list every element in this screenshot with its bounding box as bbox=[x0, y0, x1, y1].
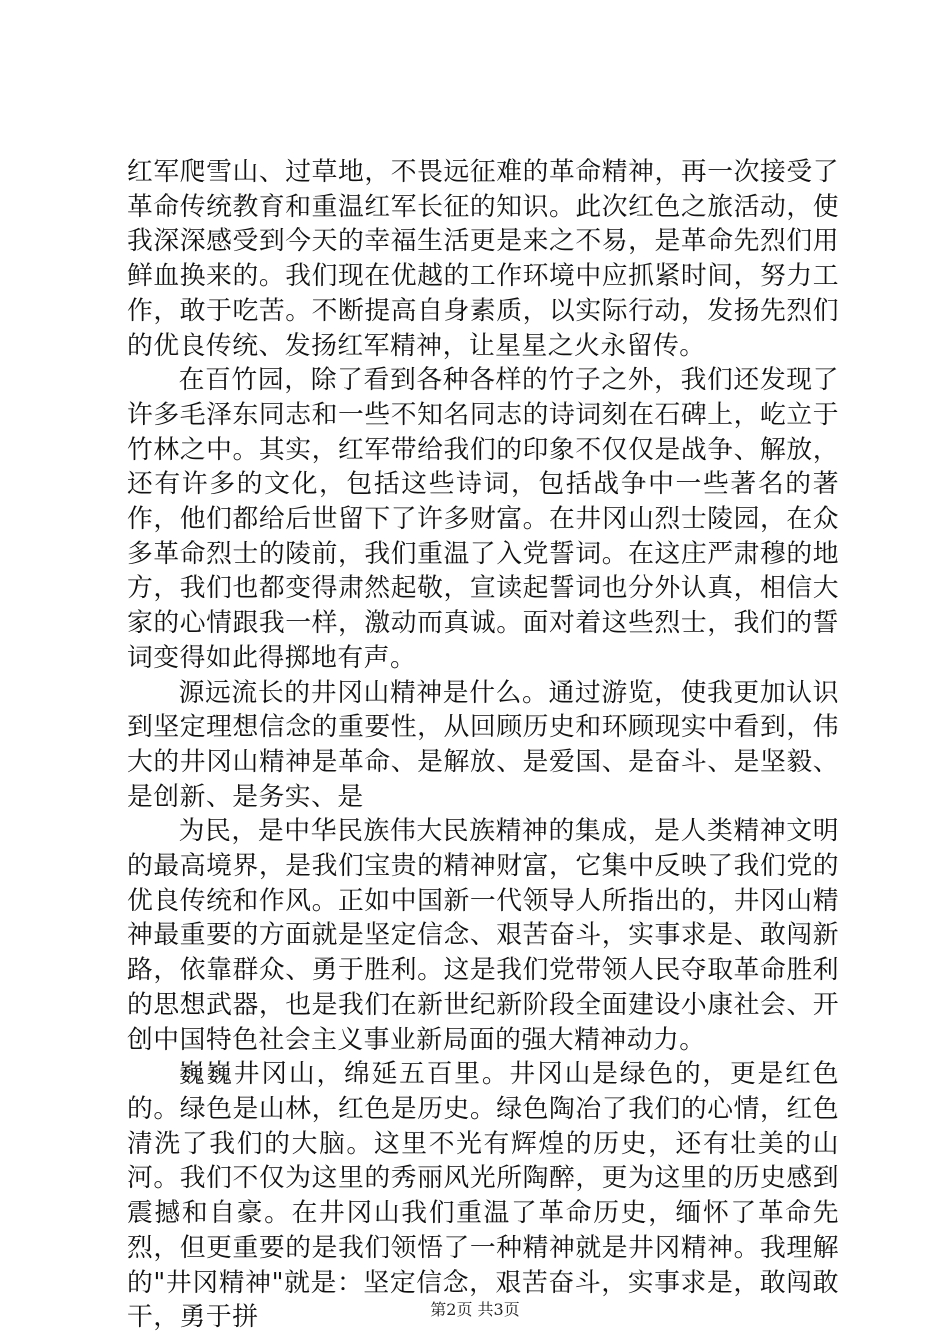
paragraph-2: 在百竹园，除了看到各种各样的竹子之外，我们还发现了许多毛泽东同志和一些不知名同志的诗词刻在石碑上，屹立于竹林之中。其实，红军带给我们的印象不仅仅是战争、解放，还有许多的文化，包括这些诗词，包括战争中一些著名的著作，他们都给后世留下了许多财富。在井冈山烈士陵园，在众多革命烈士的陵前，我们重温了入党誓词。在这庄严肃穆的地方，我们也都变得肃然起敬，宣读起誓词也分外认真，相信大家的心情跟我一样，激动而真诚。面对着这些烈士，我们的誓词变得如此得掷地有声。 bbox=[127, 365, 839, 673]
paragraph-4: 为民，是中华民族伟大民族精神的集成，是人类精神文明的最高境界，是我们宝贵的精神财富，它集中反映了我们党的优良传统和作风。正如中国新一代领导人所指出的，井冈山精神最重要的方面就是坚定信念、艰苦奋斗，实事求是、敢闯新路，依靠群众、勇于胜利。这是我们党带领人民夺取革命胜利的思想武器，也是我们在新世纪新阶段全面建设小康社会、开创中国特色社会主义事业新局面的强大精神动力。 bbox=[127, 816, 839, 1055]
paragraph-5: 巍巍井冈山，绵延五百里。井冈山是绿色的，更是红色的。绿色是山林，红色是历史。绿色陶冶了我们的心情，红色清洗了我们的大脑。这里不光有辉煌的历史，还有壮美的山河。我们不仅为这里的秀丽风光所陶醉，更为这里的历史感到震撼和自豪。在井冈山我们重温了革命历史，缅怀了革命先烈，但更重要的是我们领悟了一种精神就是井冈精神。我理解的"井冈精神"就是：坚定信念，艰苦奋斗，实事求是，敢闯敢干，勇于拼 bbox=[127, 1059, 839, 1333]
paragraph-1: 红军爬雪山、过草地，不畏远征难的革命精神，再一次接受了革命传统教育和重温红军长征的知识。此次红色之旅活动，使我深深感受到今天的幸福生活更是来之不易，是革命先烈们用鲜血换来的。我们现在优越的工作环境中应抓紧时间，努力工作，敢于吃苦。不断提高自身素质，以实际行动，发扬先烈们的优良传统、发扬红军精神，让星星之火永留传。 bbox=[127, 157, 839, 361]
document-body bbox=[127, 155, 839, 1335]
page-footer: 第2页 共3页 bbox=[430, 1300, 520, 1319]
paragraph-3: 源远流长的井冈山精神是什么。通过游览，使我更加认识到坚定理想信念的重要性，从回顾历史和环顾现实中看到，伟大的井冈山精神是革命、是解放、是爱国、是奋斗、是坚毅、是创新、是务实、是 bbox=[127, 677, 839, 812]
